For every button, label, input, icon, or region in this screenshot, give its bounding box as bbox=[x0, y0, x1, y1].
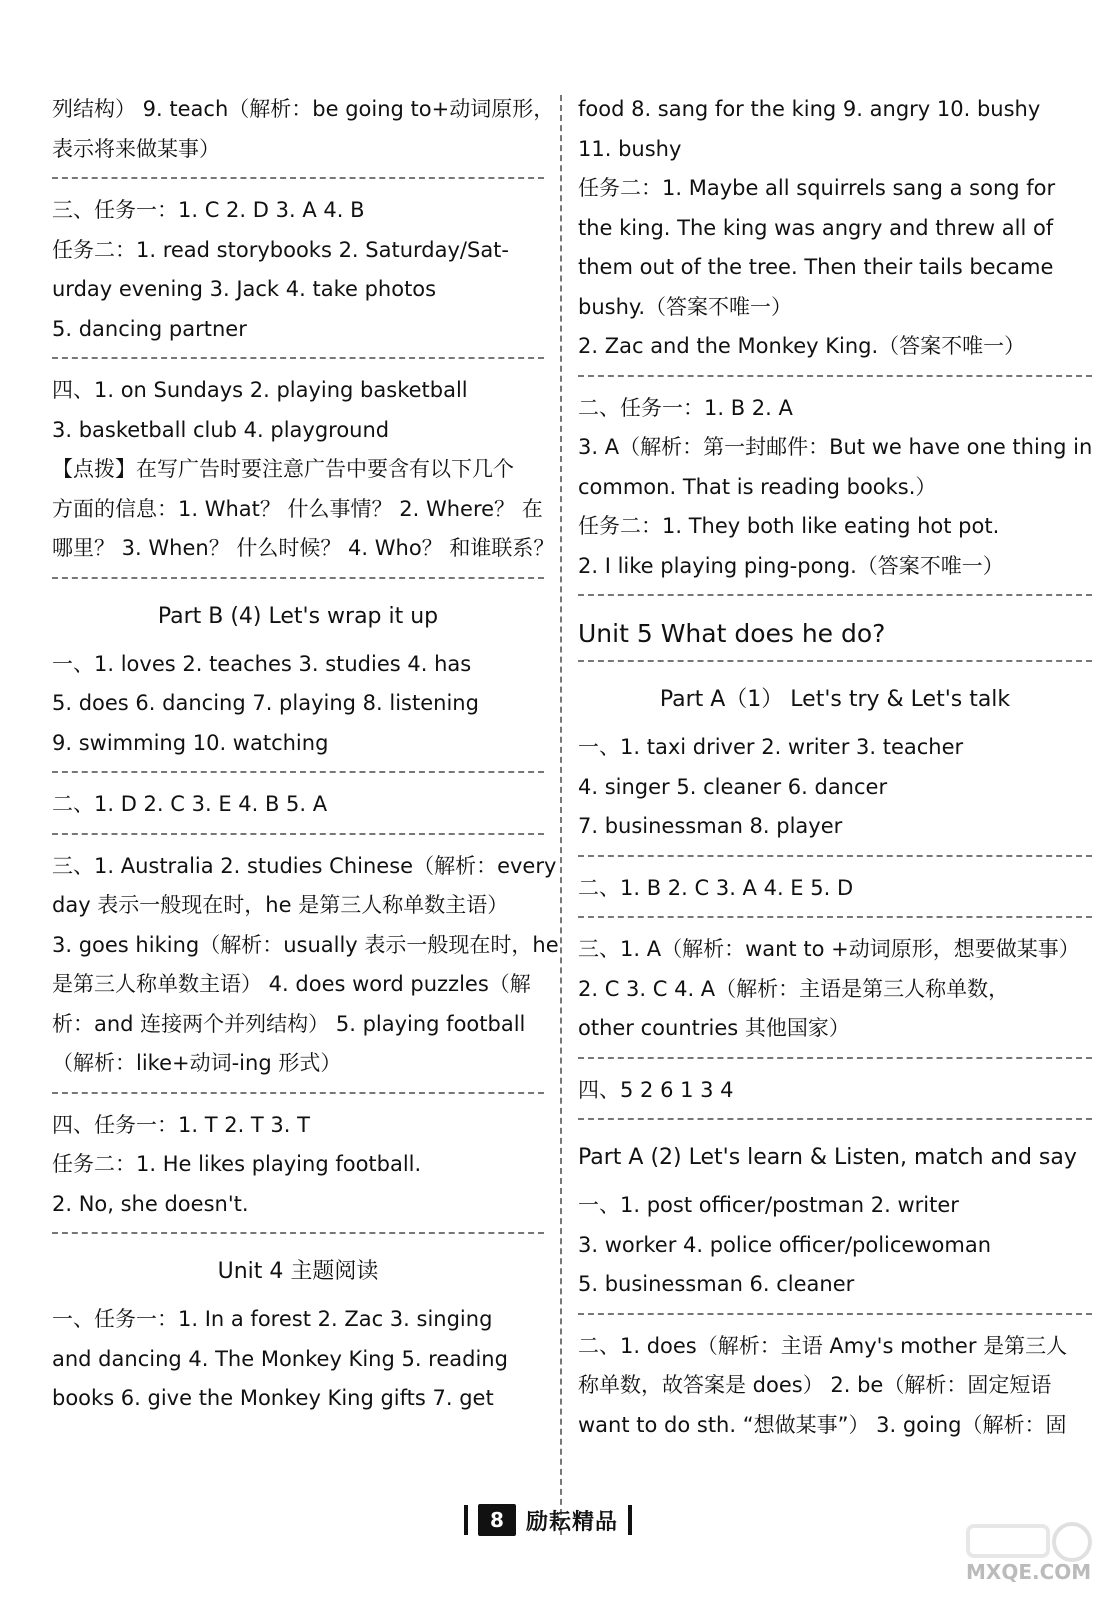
left-block-7 bbox=[52, 1104, 544, 1235]
left-block-1 bbox=[52, 88, 555, 179]
text-line: 5. dancing partner bbox=[52, 316, 247, 341]
text-line: （解析：like+动词-ing 形式） bbox=[52, 1051, 342, 1075]
right-block-8 bbox=[578, 1325, 1092, 1454]
brand-name: 励耘精品 bbox=[526, 1509, 619, 1535]
text-line: 二、任务一：1. B 2. A bbox=[578, 395, 793, 420]
text-line: the king. The king was angry and threw all of bbox=[578, 215, 1054, 240]
text-line: 任务二：1. He likes playing football. bbox=[52, 1152, 422, 1176]
text-line: and dancing 4. The Monkey King 5. reading bbox=[52, 1346, 508, 1371]
unit-title: Unit 5 What does he do? bbox=[578, 606, 1092, 662]
text-line: 一、任务一：1. In a forest 2. Zac 3. singing bbox=[52, 1307, 493, 1331]
text-line: 任务二：1. Maybe all squirrels sang a song for bbox=[578, 176, 1056, 200]
text-line: 3. goes hiking（解析：usually 表示一般现在时，he bbox=[52, 932, 559, 957]
text-line: 四、5 2 6 1 3 4 bbox=[578, 1077, 734, 1102]
left-block-2 bbox=[52, 189, 544, 359]
text-line: 三、1. A（解析：want to +动词原形，想要做某事） bbox=[578, 937, 1080, 961]
text-line: 2. C 3. C 4. A（解析：主语是第三人称单数， bbox=[578, 976, 1010, 1001]
text-line: 3. worker 4. police officer/policewoman bbox=[578, 1232, 992, 1257]
right-block-2 bbox=[578, 387, 1092, 597]
footer-bar bbox=[464, 1505, 468, 1535]
right-block-5 bbox=[578, 928, 1092, 1059]
text-line: bushy.（答案不唯一） bbox=[578, 294, 792, 319]
text-line: 2. No, she doesn't. bbox=[52, 1191, 249, 1216]
left-block-8 bbox=[52, 1298, 544, 1427]
text-line: day 表示一般现在时，he 是第三人称单数主语） bbox=[52, 893, 509, 917]
text-line: 二、1. B 2. C 3. A 4. E 5. D bbox=[578, 875, 854, 900]
text-line: other countries 其他国家） bbox=[578, 1016, 850, 1040]
page-number: 8 bbox=[478, 1504, 516, 1536]
text-line: 【点拨】在写广告时要注意广告中要含有以下几个 bbox=[52, 457, 514, 481]
text-line: 四、1. on Sundays 2. playing basketball bbox=[52, 378, 468, 402]
text-line: 四、任务一：1. T 2. T 3. T bbox=[52, 1112, 310, 1137]
right-block-7 bbox=[578, 1184, 1092, 1315]
left-block-4 bbox=[52, 643, 544, 774]
text-line: 二、1. D 2. C 3. E 4. B 5. A bbox=[52, 792, 328, 816]
footer-bar bbox=[628, 1505, 632, 1535]
right-block-4 bbox=[578, 867, 1092, 919]
text-line: food 8. sang for the king 9. angry 10. bushy bbox=[578, 97, 1041, 121]
text-line: 任务二：1. They both like eating hot pot. bbox=[578, 514, 1000, 538]
text-line: 析：and 连接两个并列结构） 5. playing football bbox=[52, 1011, 526, 1036]
right-column bbox=[578, 88, 1092, 1463]
left-block-6 bbox=[52, 845, 559, 1094]
text-line: 哪里？ 3. When？ 什么时候？ 4. Who？ 和谁联系？ bbox=[52, 536, 555, 560]
watermark-text: MXQE.COM bbox=[966, 1560, 1092, 1584]
right-block-6 bbox=[578, 1069, 1092, 1121]
text-line: 3. basketball club 4. playground bbox=[52, 417, 390, 442]
text-line: 11. bushy bbox=[578, 136, 682, 161]
text-line: 是第三人称单数主语） 4. does word puzzles（解 bbox=[52, 972, 531, 996]
text-line: 4. singer 5. cleaner 6. dancer bbox=[578, 774, 888, 799]
text-line: 2. Zac and the Monkey King.（答案不唯一） bbox=[578, 334, 1026, 358]
text-line: 三、1. Australia 2. studies Chinese（解析：every bbox=[52, 853, 557, 878]
text-line: 2. I like playing ping-pong.（答案不唯一） bbox=[578, 553, 1004, 578]
text-line: them out of the tree. Then their tails became bbox=[578, 255, 1054, 279]
text-line: 9. swimming 10. watching bbox=[52, 730, 329, 755]
section-title: Part A（1） Let's try & Let's talk bbox=[659, 687, 1011, 712]
text-line: 3. A（解析：第一封邮件：But we have one thing in bbox=[578, 435, 1093, 459]
text-line: urday evening 3. Jack 4. take photos bbox=[52, 277, 437, 301]
column-divider bbox=[560, 95, 562, 1535]
left-block-3 bbox=[52, 369, 555, 579]
text-line: common. That is reading books.） bbox=[578, 474, 937, 499]
text-line: 一、1. taxi driver 2. writer 3. teacher bbox=[578, 735, 964, 759]
text-line: 5. businessman 6. cleaner bbox=[578, 1272, 855, 1296]
section-title: Part B (4) Let's wrap it up bbox=[157, 603, 439, 629]
section-title: Part A (2) Let's learn & Listen, match and say bbox=[578, 1145, 1077, 1170]
text-line: 任务二：1. read storybooks 2. Saturday/Sat- bbox=[52, 237, 509, 262]
text-line: 一、1. post officer/postman 2. writer bbox=[578, 1193, 959, 1217]
page-footer bbox=[464, 1500, 632, 1540]
text-line: 7. businessman 8. player bbox=[578, 814, 843, 838]
text-line: 三、任务一：1. C 2. D 3. A 4. B bbox=[52, 198, 365, 222]
left-block-5 bbox=[52, 783, 544, 835]
text-line: 列结构） 9. teach（解析：be going to+动词原形， bbox=[52, 97, 555, 121]
text-line: 方面的信息：1. What？ 什么事情？ 2. Where？ 在 bbox=[52, 496, 543, 521]
text-line: 表示将来做某事） bbox=[52, 136, 220, 161]
text-line: 一、1. loves 2. teaches 3. studies 4. has bbox=[52, 651, 472, 676]
right-block-3 bbox=[578, 726, 1092, 857]
text-line: want to do sth. “想做某事”） 3. going（解析：固 bbox=[578, 1412, 1067, 1437]
section-title: Unit 4 主题阅读 bbox=[217, 1259, 379, 1284]
text-line: 称单数，故答案是 does） 2. be（解析：固定短语 bbox=[578, 1373, 1052, 1397]
text-line: 二、1. does（解析：主语 Amy's mother 是第三人 bbox=[578, 1333, 1068, 1358]
left-column bbox=[52, 88, 559, 1437]
right-block-1 bbox=[578, 88, 1092, 377]
text-line: books 6. give the Monkey King gifts 7. get bbox=[52, 1386, 494, 1410]
text-line: 5. does 6. dancing 7. playing 8. listening bbox=[52, 691, 479, 715]
